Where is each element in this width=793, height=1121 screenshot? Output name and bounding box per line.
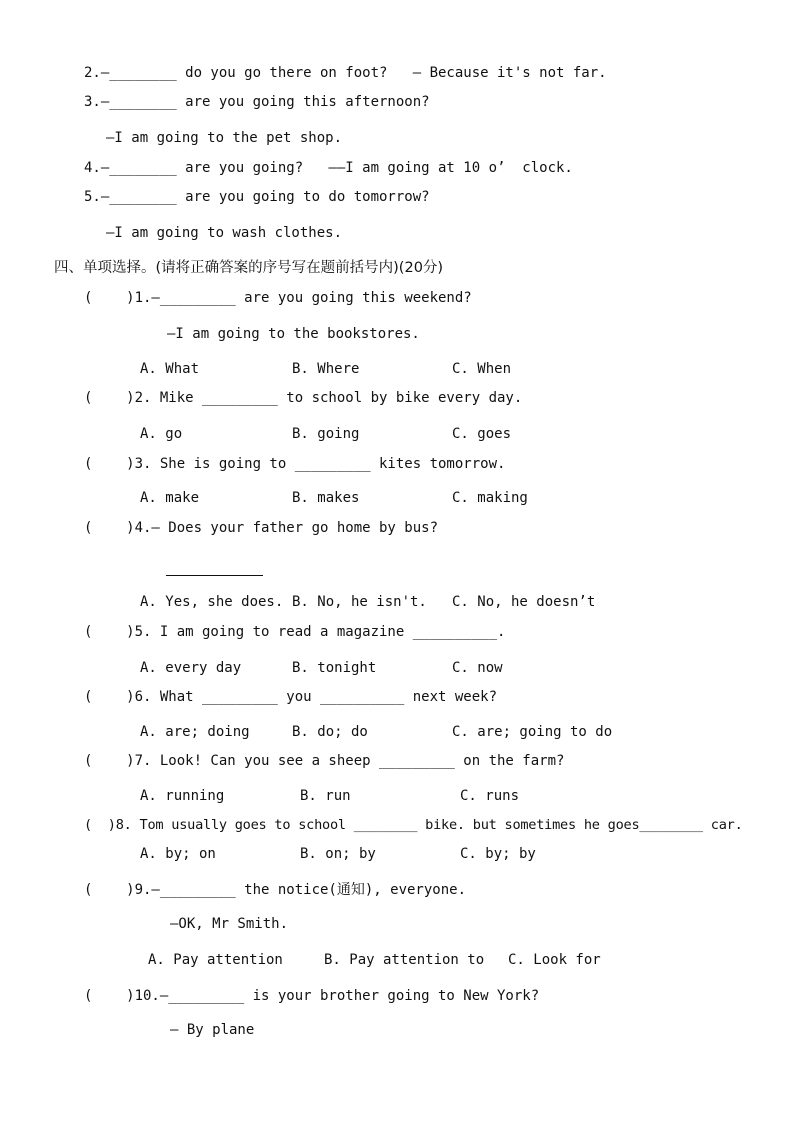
fill-blank-answer-5: —I am going to wash clothes. <box>106 225 343 241</box>
question-5-option-b: B. tonight <box>292 660 377 676</box>
question-9-dialogue: —OK, Mr Smith. <box>170 916 289 932</box>
fill-blank-item-4: 4.—________ are you going? ——I am going at 10 o’ clock. <box>84 160 573 176</box>
question-9-option-c: C. Look for <box>508 952 601 968</box>
question-8-option-b: B. on; by <box>300 846 376 862</box>
question-6-option-c: C. are; going to do <box>452 724 613 740</box>
fill-blank-item-2: 2.—________ do you go there on foot? — Because it's not far. <box>84 65 607 81</box>
question-5-option-c: C. now <box>452 660 503 676</box>
fill-blank-answer-3: —I am going to the pet shop. <box>106 130 343 146</box>
question-6-stem: ( )6. What _________ you __________ next week? <box>84 689 498 705</box>
question-4-stem: ( )4.— Does your father go home by bus? <box>84 520 439 536</box>
question-4-option-a: A. Yes, she does. <box>140 594 284 610</box>
question-2-stem: ( )2. Mike _________ to school by bike every day. <box>84 390 523 406</box>
question-5-stem: ( )5. I am going to read a magazine __________. <box>84 624 506 640</box>
question-3-option-c: C. making <box>452 490 528 506</box>
question-4-option-b: B. No, he isn't. <box>292 594 427 610</box>
fill-blank-item-3: 3.—________ are you going this afternoon? <box>84 94 430 110</box>
question-3-option-a: A. make <box>140 490 200 506</box>
question-1-option-b: B. Where <box>292 361 360 377</box>
question-3-option-b: B. makes <box>292 490 360 506</box>
question-10-dialogue: — By plane <box>170 1022 255 1038</box>
question-9-option-a: A. Pay attention <box>148 952 283 968</box>
question-10-stem: ( )10.—_________ is your brother going to New York? <box>84 988 540 1004</box>
question-1-option-a: A. What <box>140 361 200 377</box>
question-9-stem: ( )9.—_________ the notice(通知), everyone. <box>84 882 467 898</box>
question-2-option-c: C. goes <box>452 426 512 442</box>
fill-blank-item-5: 5.—________ are you going to do tomorrow? <box>84 189 430 205</box>
question-6-option-b: B. do; do <box>292 724 368 740</box>
question-5-option-a: A. every day <box>140 660 242 676</box>
question-1-option-c: C. When <box>452 361 512 377</box>
question-7-option-b: B. run <box>300 788 351 804</box>
question-2-option-b: B. going <box>292 426 360 442</box>
answer-blank-line <box>166 575 263 576</box>
question-2-option-a: A. go <box>140 426 183 442</box>
section-heading: 四、单项选择。(请将正确答案的序号写在题前括号内)(20分) <box>54 260 444 276</box>
question-6-option-a: A. are; doing <box>140 724 250 740</box>
question-7-stem: ( )7. Look! Can you see a sheep _________ on the farm? <box>84 753 565 769</box>
question-1-dialogue: —I am going to the bookstores. <box>167 326 420 342</box>
question-4-option-c: C. No, he doesn’t <box>452 594 596 610</box>
question-8-stem: ( )8. Tom usually goes to school ________ bike. but sometimes he goes________ car. <box>84 817 743 833</box>
question-7-option-c: C. runs <box>460 788 520 804</box>
question-9-option-b: B. Pay attention to <box>324 952 485 968</box>
question-3-stem: ( )3. She is going to _________ kites tomorrow. <box>84 456 506 472</box>
question-8-option-a: A. by; on <box>140 846 216 862</box>
question-8-option-c: C. by; by <box>460 846 536 862</box>
question-7-option-a: A. running <box>140 788 225 804</box>
question-1-stem: ( )1.—_________ are you going this weekend? <box>84 290 472 306</box>
